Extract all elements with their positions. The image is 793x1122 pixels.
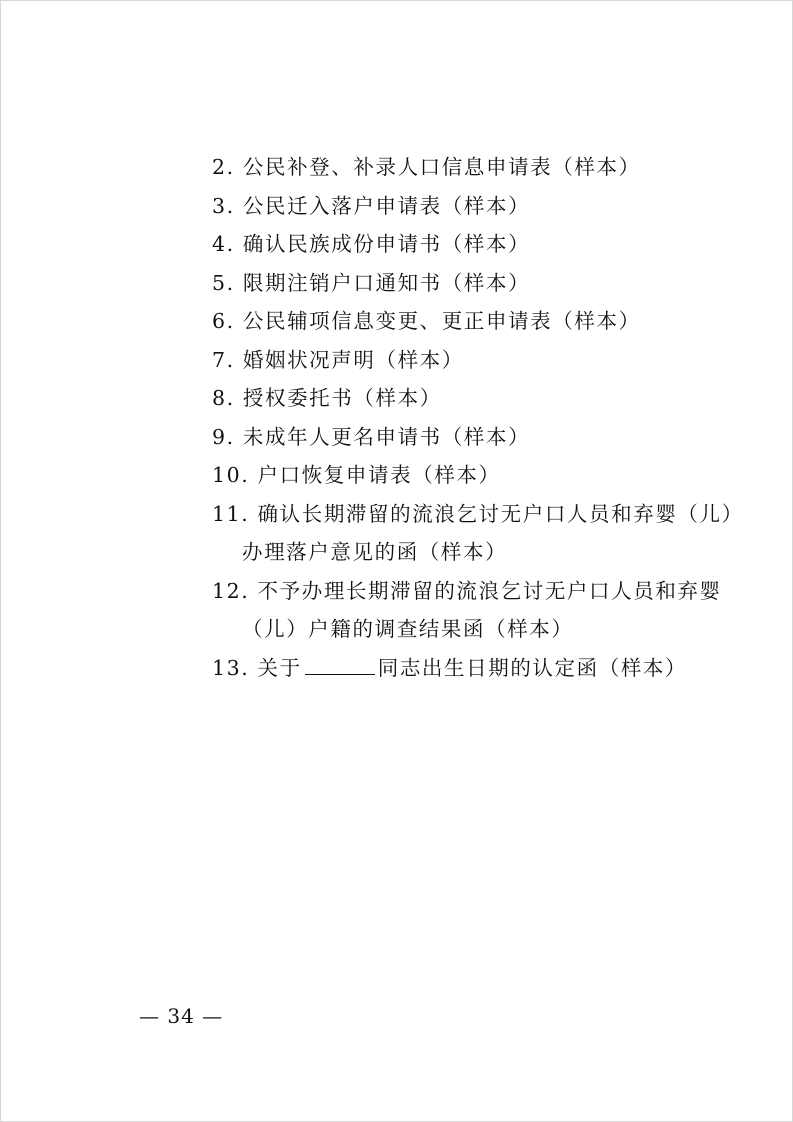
fill-in-blank [305, 656, 375, 675]
list-item [212, 649, 732, 688]
list-item: 8. 授权委托书（样本） [212, 386, 442, 410]
list-item: 11. 确认长期滞留的流浪乞讨无户口人员和弃婴（儿） [212, 501, 744, 526]
list-item-prefix: 13. 关于 [212, 655, 302, 680]
continuation-text: 办理落户意见的函（样本） [242, 540, 508, 564]
list-item: 4. 确认民族成份申请书（样本） [212, 232, 531, 256]
list-item: 12. 不予办理长期滞留的流浪乞讨无户口人员和弃婴 [212, 578, 722, 603]
list-item: 9. 未成年人更名申请书（样本） [212, 424, 531, 449]
list-item-continuation [212, 533, 732, 572]
page-number: — 34 — [139, 1004, 224, 1028]
list-item: 2. 公民补登、补录人口信息申请表（样本） [212, 155, 641, 179]
list-item: 6. 公民辅项信息变更、更正申请表（样本） [212, 309, 641, 333]
appendix-list [212, 148, 744, 687]
list-item-suffix: 同志出生日期的认定函（样本） [377, 655, 688, 680]
continuation-text: （儿）户籍的调查结果函（样本） [242, 617, 574, 641]
list-item-continuation [212, 610, 732, 649]
list-item: 5. 限期注销户口通知书（样本） [212, 270, 531, 295]
list-item: 7. 婚姻状况声明（样本） [212, 347, 464, 372]
list-item: 10. 户口恢复申请表（样本） [212, 463, 501, 487]
list-item: 3. 公民迁入落户申请表（样本） [212, 193, 531, 218]
